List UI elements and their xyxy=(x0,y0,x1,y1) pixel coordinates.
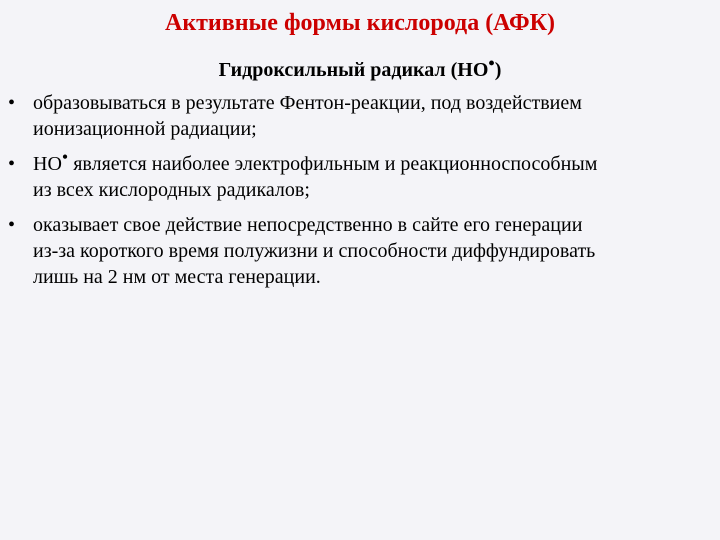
bullet-line: оказывает свое действие непосредственно в сайте его генерации xyxy=(33,214,583,236)
bullet-line: из-за короткого время полужизни и способности диффундировать xyxy=(33,240,596,262)
bullet-line: ионизационной радиации; xyxy=(33,118,257,140)
radical-dot: • xyxy=(61,147,69,167)
bullet-item xyxy=(0,147,720,203)
bullet-line xyxy=(33,147,716,177)
bullet-icon: • xyxy=(8,214,16,236)
bullet-list xyxy=(0,90,720,299)
bullet-item xyxy=(0,90,720,142)
slide-title-text: Активные формы кислорода (АФК) xyxy=(164,10,556,36)
bullet-line: из всех кислородных радикалов; xyxy=(33,179,310,201)
slide-subtitle xyxy=(0,53,720,83)
bullet-line-text: является наиболее электрофильным и реакционноспособным xyxy=(68,153,598,175)
bullet-line: лишь на 2 нм от места генерации. xyxy=(33,266,321,288)
subtitle-close-paren: ) xyxy=(494,59,502,81)
radical-dot: • xyxy=(488,53,495,73)
slide-title xyxy=(0,8,720,38)
radical-formula: НО xyxy=(33,153,62,175)
bullet-icon: • xyxy=(8,92,16,114)
bullet-icon: • xyxy=(8,153,16,175)
bullet-item xyxy=(0,212,720,290)
bullet-line: образовываться в результате Фентон-реакции, под воздействием xyxy=(33,92,582,114)
subtitle-text: Гидроксильный радикал (НО xyxy=(218,59,489,81)
